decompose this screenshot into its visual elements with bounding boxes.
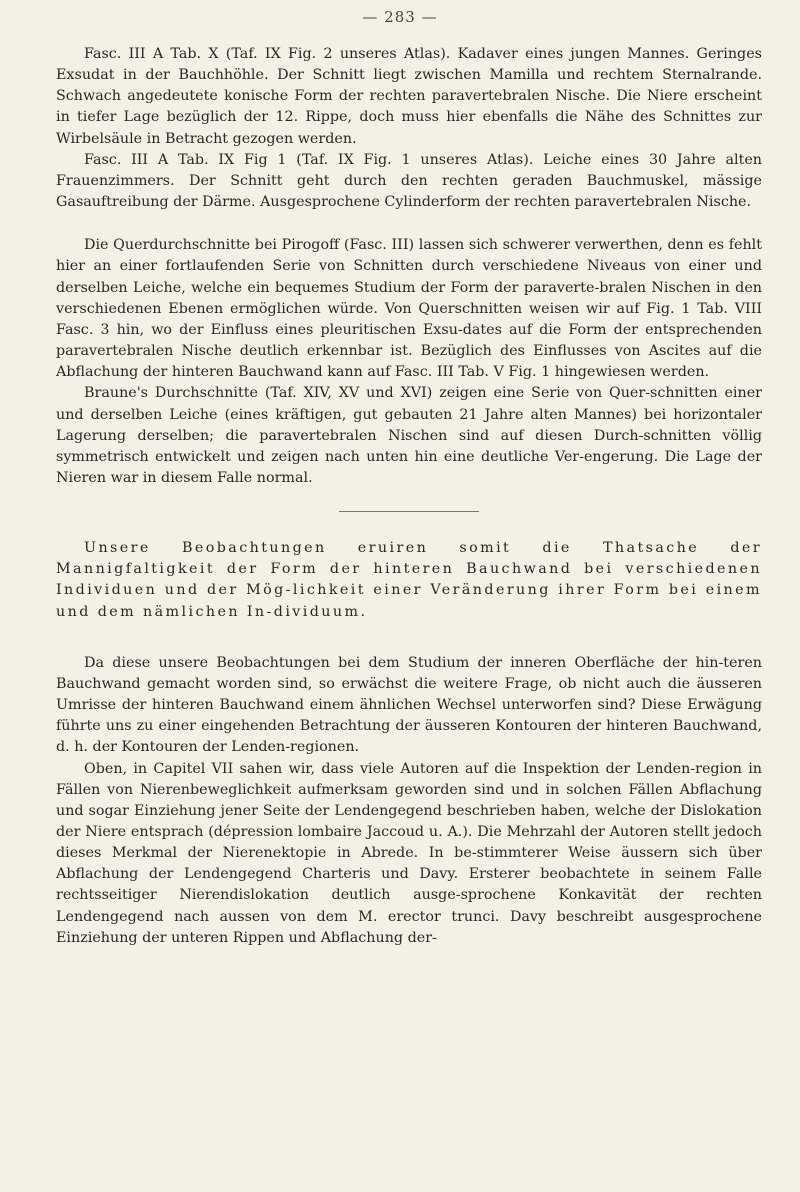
paragraph-5: Unsere Beobachtungen eruiren somit die Thatsache der Mannigfaltigkeit der Form der hinteren Bauchwand bei verschiedenen Individuen und der Mög-lichkeit einer Veränderung ihrer Form bei einem und dem nämlichen In-dividuum. xyxy=(56,540,762,620)
paragraph-3: Die Querdurchschnitte bei Pirogoff (Fasc. III) lassen sich schwerer verwerthen, denn es fehlt hier an einer fortlaufenden Serie von Schnitten durch verschiedene Niveaus von einer und derselben Leiche, welche ein bequemes Studium der Form der paraverte-bralen Nischen in den verschiedenen Ebenen ermöglichen würde. Von Querschnitten weisen wir auf Fig. 1 Tab. VIII Fasc. 3 hin, wo der Einfluss eines pleuritischen Exsu-dates auf die Form der entsprechenden paravertebralen Nische deutlich erkennbar ist. Bezüglich des Einflusses von Ascites auf die Abflachung der hinteren Bauchwand kann auf Fasc. III Tab. V Fig. 1 hingewiesen werden. xyxy=(56,237,762,381)
paragraph-gap xyxy=(56,623,762,653)
paragraph-6: Da diese unsere Beobachtungen bei dem Studium der inneren Oberfläche der hin-teren Bauchwand gemacht worden sind, so erwächst die weitere Frage, ob nicht auch die äusseren Umrisse der hinteren Bauchwand einem ähnlichen Wechsel unterworfen sind? Diese Erwägung führte uns zu einer eingehenden Betrachtung der äusseren Kontouren der hinteren Bauchwand, d. h. der Kontouren der Lenden-regionen. xyxy=(56,654,762,756)
section-divider xyxy=(339,511,479,512)
page-number: — 283 — xyxy=(362,8,438,26)
paragraph-4: Braune's Durchschnitte (Taf. XIV, XV und XVI) zeigen eine Serie von Quer-schnitten einer und derselben Leiche (eines kräftigen, gut gebauten 21 Jahre alten Mannes) bei horizontaler Lagerung derselben; die paravertebralen Nischen sind auf diesen Durch-schnitten völlig symmetrisch entwickelt und zeigen nach unten hin eine deutliche Ver-engerung. Die Lage der Nieren war in diesem Falle normal. xyxy=(56,385,762,486)
paragraph-2: Fasc. III A Tab. IX Fig 1 (Taf. IX Fig. 1 unseres Atlas). Leiche eines 30 Jahre alten Frauenzimmers. Der Schnitt geht durch den rechten geraden Bauchmuskel, mässige Gasauftreibung der Därme. Ausgesprochene Cylinderform der rechten paravertebralen Nische. xyxy=(56,151,762,211)
paragraph-gap xyxy=(56,213,762,235)
paragraph-1: Fasc. III A Tab. X (Taf. IX Fig. 2 unseres Atlas). Kadaver eines jungen Mannes. Geringes Exsudat in der Bauchhöhle. Der Schnitt liegt zwischen Mamilla und rechtem Sternalrande. Schwach angedeutete konische Form der rechten paravertebralen Nische. Die Niere erscheint in tiefer Lage bezüglich der 12. Rippe, doch muss hier ebenfalls die Nähe des Schnittes zur Wirbelsäule in Betracht gezogen werden. xyxy=(56,46,762,147)
body-text xyxy=(56,44,762,949)
paragraph-7: Oben, in Capitel VII sahen wir, dass viele Autoren auf die Inspektion der Lenden-region in Fällen von Nierenbeweglichkeit aufmerksam geworden sind und in solchen Fällen Abflachung und sogar Einziehung jener Seite der Lendengegend beschrieben haben, welche der Dislokation der Niere entsprach (dépression lombaire Jaccoud u. A.). Die Mehrzahl der Autoren stellt jedoch dieses Merkmal der Nierenektopie in Abrede. In be-stimmterer Weise äussern sich über Abflachung der Lendengegend Charteris und Davy. Ersterer beobachtete in seinem Falle rechtsseitiger Nierendislokation deutlich ausge-sprochene Konkavität der rechten Lendengegend nach aussen von dem M. erector trunci. Davy beschreibt ausgesprochene Einziehung der unteren Rippen und Abflachung der- xyxy=(56,760,762,946)
